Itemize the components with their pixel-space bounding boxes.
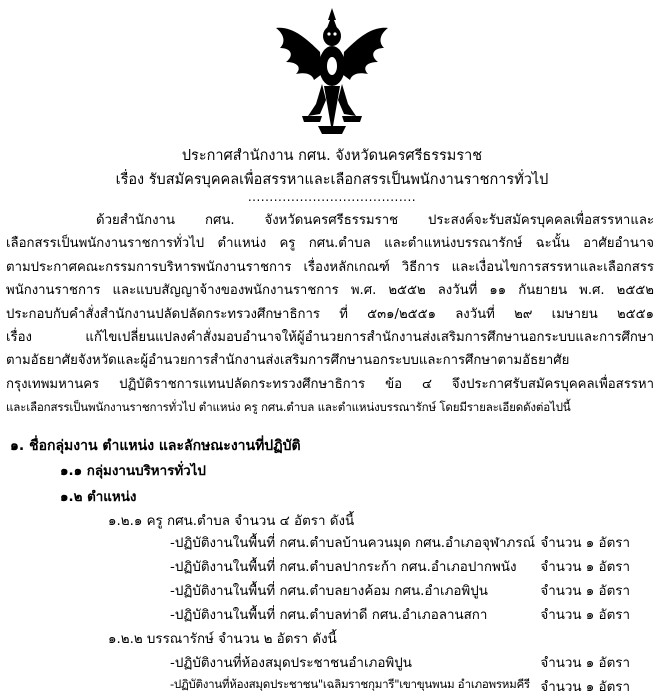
intro-line: ประกอบกับคำสั่งสำนักงานปลัดปลัดกระทรวงศึกษาธิการ ที่ ๕๓๑/๒๕๕๑ ลงวันที่ ๒๙ เมษายน ๒๕๕๑ xyxy=(6,306,654,322)
announcement-subject: เรื่อง รับสมัครบุคคลเพื่อสรรหาและเลือกสรรเป็นพนักงานราชการทั่วไป xyxy=(115,172,549,188)
intro-line: และเลือกสรรเป็นพนักงานราชการทั่วไป ตำแหน่ง ครู กศน.ตำบล และตำแหน่งบรรณารักษ์ โดยมีรายละเอียดดังต่อไปนี้ xyxy=(6,400,571,415)
list-item-count: จำนวน ๑ อัตรา xyxy=(540,560,630,575)
list-item-count: จำนวน ๑ อัตรา xyxy=(540,656,630,671)
list-item-count: จำนวน ๑ อัตรา xyxy=(540,584,630,599)
intro-line: ตามประกาศคณะกรรมการบริหารพนักงานราชการ เรื่องหลักเกณฑ์ วิธีการ และเงื่อนไขการสรรหาและเลือกสรร xyxy=(6,259,654,275)
list-item: -ปฏิบัติงานที่ห้องสมุดประชาชนอำเภอพิปูน xyxy=(170,656,412,671)
list-item: -ปฏิบัติงานในพื้นที่ กศน.ตำบลยางค้อม กศน.อำเภอพิปูน xyxy=(170,584,488,599)
list-item: -ปฏิบัติงานในพื้นที่ กศน.ตำบลท่าดี กศน.อำเภอลานสกา xyxy=(170,608,488,623)
intro-line: เรื่อง แก้ไขเปลี่ยนแปลงคำสั่งมอบอำนาจให้ผู้อำนวยการสำนักงานส่งเสริมการศึกษานอกระบบและการศึกษา xyxy=(6,329,654,345)
list-item: -ปฏิบัติงานในพื้นที่ กศน.ตำบลปากระก้า กศน.อำเภอปากพนัง xyxy=(170,560,517,575)
intro-line: พนักงานราชการ และแบบสัญญาจ้างของพนักงานราชการ พ.ศ. ๒๕๕๒ ลงวันที่ ๑๑ กันยายน พ.ศ. ๒๕๕๒ xyxy=(6,283,654,299)
position-title: ๑.๒.๑ ครู กศน.ตำบล จำนวน ๔ อัตรา ดังนี้ xyxy=(108,514,355,529)
group-heading: ๑.๑ กลุ่มงานบริหารทั่วไป xyxy=(60,464,206,479)
list-item-count: จำนวน ๑ อัตรา xyxy=(540,608,630,623)
list-item-count: จำนวน ๑ อัตรา xyxy=(540,536,630,551)
intro-line: เลือกสรรเป็นพนักงานราชการทั่วไป ตำแหน่ง ครู กศน.ตำบล และตำแหน่งบรรณารักษ์ ฉะนั้น อาศัยอำนาจ xyxy=(6,236,654,252)
list-item-count: จำนวน ๑ อัตรา xyxy=(540,680,630,695)
garuda-emblem-icon xyxy=(272,4,392,140)
announcement-title: ประกาศสำนักงาน กศน. จังหวัดนครศรีธรรมราช xyxy=(181,148,483,164)
intro-line: ตามอัธยาศัยจังหวัดและผู้อำนวยการสำนักงานส่งเสริมการศึกษานอกระบบและการศึกษาตามอัธยาศัย xyxy=(6,353,570,369)
list-item: -ปฏิบัติงานในพื้นที่ กศน.ตำบลบ้านควนมุด กศน.อำเภอจุฬาภรณ์ xyxy=(170,536,535,551)
position-title: ๑.๒.๒ บรรณารักษ์ จำนวน ๒ อัตรา ดังนี้ xyxy=(108,632,337,647)
list-item: -ปฏิบัติงานที่ห้องสมุดประชาชน"เฉลิมราชกุมารี"เขาขุนพนม อำเภอพรหมคีรี xyxy=(170,677,530,691)
intro-paragraph xyxy=(6,209,654,420)
section-heading: ๑. ชื่อกลุ่มงาน ตำแหน่ง และลักษณะงานที่ปฏิบัติ xyxy=(10,438,301,454)
intro-line: กรุงเทพมหานคร ปฏิบัติราชการแทนปลัดกระทรวงศึกษาธิการ ข้อ ๔ จึงประกาศรับสมัครบุคคลเพื่อสรรหา xyxy=(6,376,654,392)
position-heading: ๑.๒ ตำแหน่ง xyxy=(60,490,137,505)
intro-line: ด้วยสำนักงาน กศน. จังหวัดนครศรีธรรมราช ประสงค์จะรับสมัครบุคคลเพื่อสรรหาและ xyxy=(96,213,654,228)
separator-dots: ....................................... xyxy=(247,190,417,204)
